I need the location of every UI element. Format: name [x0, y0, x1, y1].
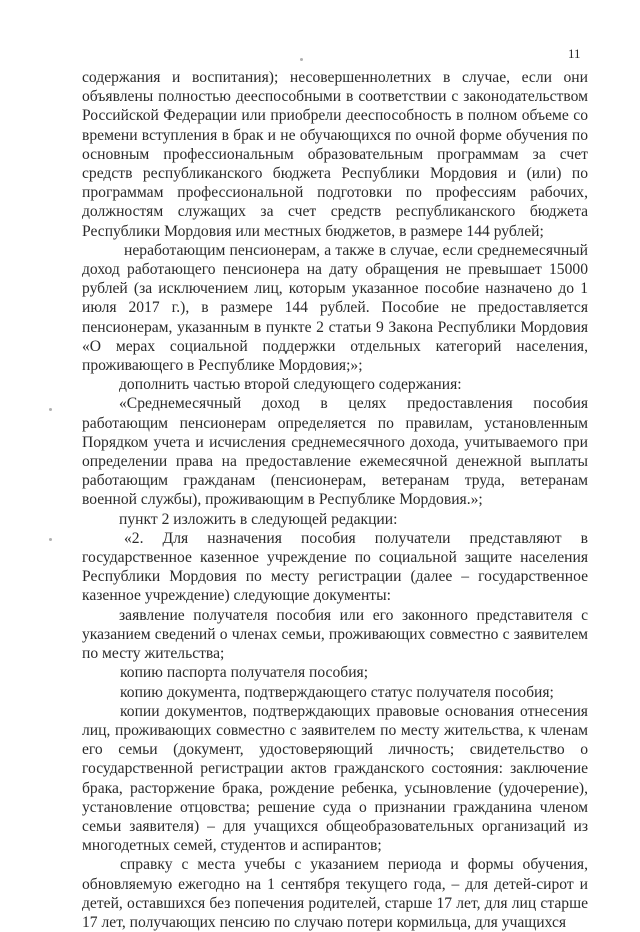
paragraph-application: заявление получателя пособия или его законного представителя с указанием сведений о членах семьи, проживающих совместно с заявителем по месту жительства;: [82, 606, 588, 663]
paragraph-add-part-two: дополнить частью второй следующего содержания:: [119, 376, 462, 394]
paragraph-nonworking-pensioners: неработающим пенсионерам, а также в случае, если среднемесячный доход работающего пенсионера на дату обращения не превышает 15000 рублей (за исключением лиц, которым указанное пособие назначено до 1 июля 2017 г.), в размере 144 рублей. Пособие не предоставляется пенсионерам, указанным в пункте 2 статьи 9 Закона Республики Мордовия «О мерах социальной поддержки отдельных категорий населения, проживающего в Республике Мордовия;»;: [82, 241, 588, 375]
paragraph-status-document: копию документа, подтверждающего статус получателя пособия;: [120, 683, 554, 701]
paragraph-continuation: содержания и воспитания); несовершеннолетних в случае, если они объявлены полностью дееспособными в соответствии с законодательством Российской Федерации или приобрели дееспособность в полном объеме со времени вступления в брак и не обучающихся по очной форме обучения по основным профессиональным образовательным программам за счет средств республиканского бюджета Республики Мордовия и (или) по программам профессиональной подготовки по профессиям рабочих, должностям служащих за счет средств республиканского бюджета Республики Мордовия или местных бюджетов, в размере 144 рублей;: [82, 69, 588, 240]
paragraph-study-certificate: справку с места учебы с указанием периода и формы обучения, обновляемую ежегодно на 1 сентября текущего года, – для детей-сирот и детей, оставшихся без попечения родителей, старше 17 лет, для лиц старше 17 лет, получающих пенсию по случаю потери кормильца, для учащихся: [82, 856, 588, 931]
scan-speck: [300, 58, 303, 61]
paragraph-family-documents: копии документов, подтверждающих правовые основания отнесения лиц, проживающих совместно с заявителем по месту жительства, к членам его семьи (документ, удостоверяющий личность; свидетельство о государственной регистрации актов гражданского состояния: заключение брака, расторжение брака, рождение ребенка, усыновление (удочерение), установление отцовства; решение суда о признании гражданина членом семьи заявителя) – для учащихся общеобразовательных организаций из многодетных семей, студентов и аспирантов;: [82, 702, 588, 855]
scan-speck: [49, 538, 52, 541]
paragraph-passport-copy: копию паспорта получателя пособия;: [120, 664, 369, 682]
paragraph-item-2-wording: пункт 2 изложить в следующей редакции:: [119, 510, 398, 528]
paragraph-item-2: «2. Для назначения пособия получатели представляют в государственное казенное учреждение по социальной защите населения Республики Мордовия по месту регистрации (далее – государственное казенное учреждение) следующие документы:: [82, 529, 588, 605]
scan-speck: [49, 408, 52, 411]
document-body: [82, 68, 588, 932]
page-number: 11: [568, 46, 581, 61]
paragraph-average-income: «Среднемесячный доход в целях предоставления пособия работающим пенсионерам определяется по правилам, установленным Порядком учета и исчисления среднемесячного дохода, учитываемого при определении права на предоставление ежемесячной денежной выплаты работающим гражданам (пенсионерам, ветеранам труда, ветеранам военной службы), проживающим в Республике Мордовия.»;: [82, 395, 588, 509]
